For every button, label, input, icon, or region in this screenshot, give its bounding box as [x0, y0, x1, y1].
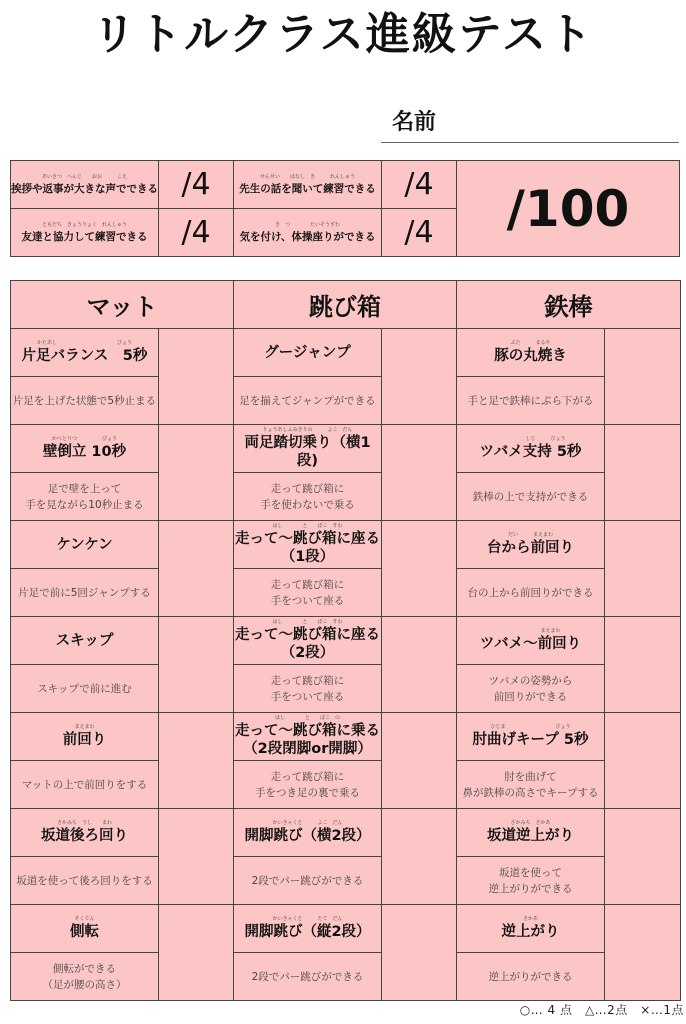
furigana: ひじま びょう	[490, 724, 571, 730]
grade-box[interactable]	[158, 520, 234, 617]
grade-box[interactable]	[604, 712, 681, 809]
grade-box[interactable]	[381, 520, 457, 617]
criterion-label: 友達と協力して練習できる	[21, 230, 148, 243]
furigana: ぶた まるや	[510, 340, 551, 346]
skill-description: 肘を曲げて 鼻が鉄棒の高さでキープする	[456, 760, 605, 809]
skill-description: 逆上がりができる	[456, 952, 605, 1001]
skill-description: 2段でパー跳びができる	[233, 952, 382, 1001]
score-criterion-0-0	[10, 160, 159, 209]
score-max-1-0: /4	[158, 208, 234, 257]
grade-box[interactable]	[158, 808, 234, 905]
score-max-1-1: /4	[381, 208, 457, 257]
skill-label: 片足バランス 5秒	[21, 348, 148, 364]
skill-description: 片足を上げた状態で5秒止まる	[10, 376, 159, 425]
skill-label: 走って～跳び箱に乗る （2段閉脚or開脚）	[235, 723, 380, 757]
grade-box[interactable]	[158, 328, 234, 425]
column-heading-2: 鉄棒	[456, 280, 681, 329]
skill-description: 手と足で鉄棒にぶら下がる	[456, 376, 605, 425]
name-underline	[381, 142, 679, 143]
total-score: /100	[456, 160, 680, 257]
skill-description: 2段でパー跳びができる	[233, 856, 382, 905]
grade-box[interactable]	[158, 616, 234, 713]
grade-box[interactable]	[381, 808, 457, 905]
skill-label: グージャンプ	[264, 344, 351, 361]
furigana: き つ たいそうずわ	[274, 221, 340, 228]
furigana: はし と ばこ の	[274, 715, 340, 721]
skill-description: ツバメの姿勢から 前回りができる	[456, 664, 605, 713]
skill-label: ツバメ支持 5秒	[479, 444, 582, 460]
skill-label: 側転	[70, 924, 99, 940]
furigana: せんせい はなし き れんしゅう	[259, 173, 355, 180]
furigana: ともだち きょうりょく れんしゅう	[41, 221, 127, 228]
skill-description: 片足で前に5回ジャンプする	[10, 568, 159, 617]
column-heading-0: マット	[10, 280, 234, 329]
skill-label: 豚の丸焼き	[494, 348, 567, 364]
grade-box[interactable]	[381, 712, 457, 809]
name-label: 名前	[392, 110, 437, 135]
furigana: はし と ばこ すわ	[272, 523, 343, 529]
skill-name	[456, 520, 605, 569]
skill-label: 走って～跳び箱に座る （2段）	[235, 627, 380, 661]
furigana: かたあし びょう	[36, 340, 132, 346]
skill-description: 足で壁を上って 手を見ながら10秒止まる	[10, 472, 159, 521]
grade-box[interactable]	[158, 904, 234, 1001]
skill-label: ツバメ～前回り	[479, 636, 582, 652]
furigana: あいさつ へんじ おお こえ	[41, 173, 127, 180]
skill-description: 走って跳び箱に 手を使わないで乗る	[233, 472, 382, 521]
skill-name	[456, 808, 605, 857]
furigana: さかあ	[522, 916, 538, 922]
furigana: かいきゃくと よこ だん	[272, 820, 343, 826]
skill-label: 台から前回り	[487, 540, 574, 556]
furigana: かべとりつ びょう	[51, 436, 117, 442]
grade-box[interactable]	[604, 328, 681, 425]
furigana: さかみち うし まわ	[56, 820, 112, 826]
grade-box[interactable]	[381, 904, 457, 1001]
skill-label: 前回り	[62, 732, 107, 748]
skill-label: ケンケン	[56, 536, 113, 553]
skill-description: 走って跳び箱に 手をつき足の裏で乗る	[233, 760, 382, 809]
skill-label: 開脚跳び（横2段）	[244, 828, 371, 844]
furigana: はし と ばこ すわ	[272, 619, 343, 625]
skill-name	[233, 616, 382, 665]
skill-description: 走って跳び箱に 手をついて座る	[233, 568, 382, 617]
criterion-label: 挨拶や返事が大きな声でできる	[11, 182, 158, 195]
furigana: まえまわ	[500, 628, 561, 634]
grade-box[interactable]	[381, 328, 457, 425]
skill-label: 壁倒立 10秒	[42, 444, 127, 460]
skill-description: 足を揃えてジャンプができる	[233, 376, 382, 425]
skill-label: 走って～跳び箱に座る （1段）	[235, 531, 380, 565]
skill-name	[10, 904, 159, 953]
page-title: リトルクラス進級テスト	[91, 9, 595, 60]
skill-description: 坂道を使って 逆上がりができる	[456, 856, 605, 905]
skill-name	[456, 712, 605, 761]
skill-description: 鉄棒の上で支持ができる	[456, 472, 605, 521]
grade-box[interactable]	[604, 904, 681, 1001]
grade-box[interactable]	[604, 616, 681, 713]
skill-name	[456, 328, 605, 377]
grade-box[interactable]	[381, 424, 457, 521]
skill-label: 両足踏切乗り（横1段)	[244, 435, 371, 469]
skill-name	[233, 712, 382, 761]
skill-name	[233, 424, 382, 473]
skill-name	[456, 424, 605, 473]
furigana: かいきゃくと たて だん	[272, 916, 343, 922]
skill-name	[10, 520, 159, 569]
skill-description: 走って跳び箱に 手をついて座る	[233, 664, 382, 713]
furigana: まえまわ	[74, 724, 95, 730]
skill-description: 坂道を使って後ろ回りをする	[10, 856, 159, 905]
skill-description: マットの上で前回りをする	[10, 760, 159, 809]
scoring-legend: ○… 4 点 △…2点 ×…1点	[519, 1003, 684, 1017]
skill-name	[10, 616, 159, 665]
furigana: しじ びょう	[495, 436, 566, 442]
skill-description: 側転ができる （足が腰の高さ）	[10, 952, 159, 1001]
furigana: りょうあしふみきりの よこ だん	[262, 427, 353, 433]
score-max-0-1: /4	[381, 160, 457, 209]
skill-label: 開脚跳び（縦2段）	[244, 924, 371, 940]
score-criterion-1-1	[233, 208, 382, 257]
skill-name	[10, 328, 159, 377]
criterion-label: 気を付け、体操座りができる	[239, 230, 376, 243]
skill-label: 坂道後ろ回り	[41, 828, 128, 844]
grade-box[interactable]	[604, 424, 681, 521]
column-heading-1: 跳び箱	[233, 280, 457, 329]
skill-label: 坂道逆上がり	[487, 828, 574, 844]
score-criterion-0-1	[233, 160, 382, 209]
skill-name	[10, 424, 159, 473]
grade-box[interactable]	[158, 712, 234, 809]
skill-description: スキップで前に進む	[10, 664, 159, 713]
skill-name	[456, 904, 605, 953]
furigana: さかみち さかあ	[510, 820, 551, 826]
skill-label: スキップ	[55, 632, 114, 649]
furigana: だい まえまわ	[507, 532, 553, 538]
skill-name	[233, 904, 382, 953]
furigana: そくてん	[74, 916, 95, 922]
score-max-0-0: /4	[158, 160, 234, 209]
skill-name	[233, 520, 382, 569]
skill-label: 逆上がり	[501, 924, 560, 940]
grade-box[interactable]	[158, 424, 234, 521]
skill-name	[10, 808, 159, 857]
skill-name	[10, 712, 159, 761]
grade-box[interactable]	[604, 520, 681, 617]
skill-name	[233, 328, 382, 377]
skill-description: 台の上から前回りができる	[456, 568, 605, 617]
skill-name	[233, 808, 382, 857]
score-criterion-1-0	[10, 208, 159, 257]
grade-box[interactable]	[604, 808, 681, 905]
criterion-label: 先生の話を聞いて練習できる	[239, 182, 376, 195]
skill-name	[456, 616, 605, 665]
grade-box[interactable]	[381, 616, 457, 713]
skill-label: 肘曲げキープ 5秒	[472, 732, 589, 748]
